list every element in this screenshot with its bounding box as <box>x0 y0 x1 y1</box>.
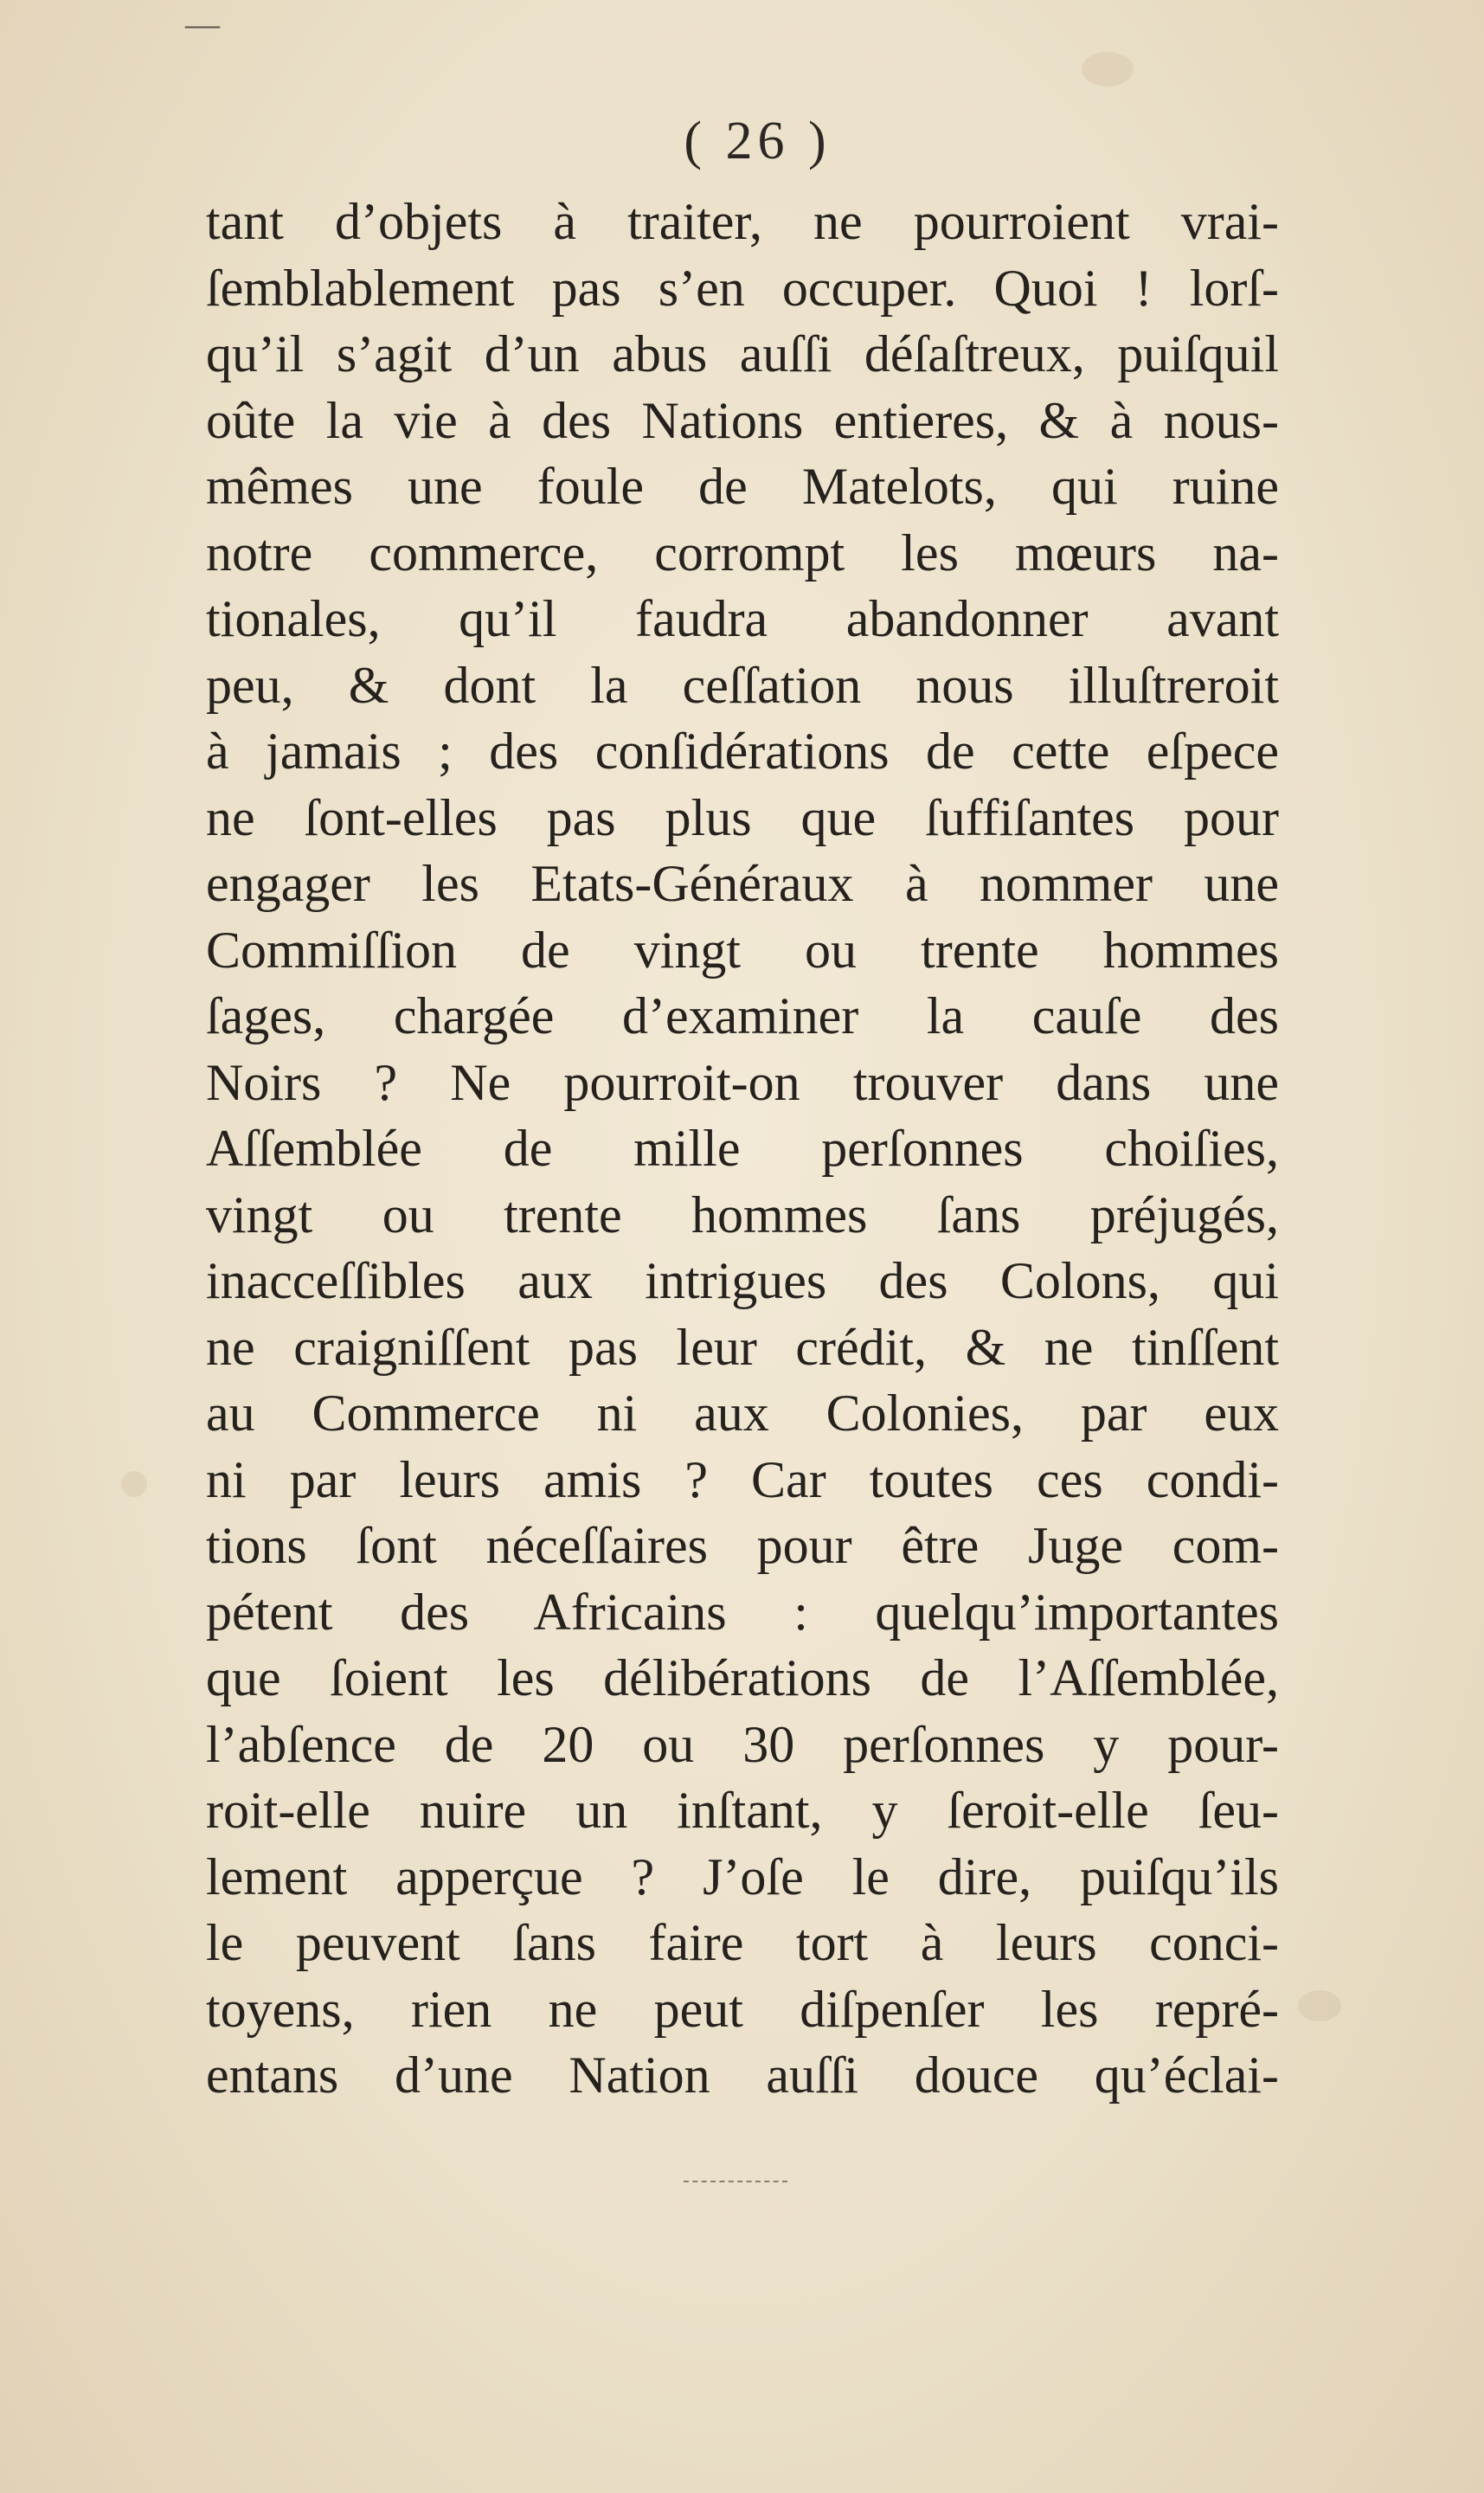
text-line: toyens, rien ne peut diſpenſer les repré- <box>206 1980 1279 2038</box>
text-line: Aſſemblée de mille perſonnes choiſies, <box>206 1120 1279 1177</box>
text-line: que ſoient les délibérations de l’Aſſemblée, <box>206 1649 1279 1706</box>
text-line: vingt ou trente hommes ſans préjugés, <box>206 1185 1279 1243</box>
text-line: ni par leurs amis ? Car toutes ces condi- <box>206 1450 1279 1508</box>
text-line: ne craigniſſent pas leur crédit, & ne tinſſent <box>206 1318 1279 1376</box>
text-line: tions ſont néceſſaires pour être Juge com- <box>206 1517 1279 1574</box>
body-text <box>206 189 1279 2109</box>
text-line: à jamais ; des conſidérations de cette eſpece <box>206 723 1279 780</box>
margin-mark: — <box>185 4 220 43</box>
text-line: roit-elle nuire un inſtant, y ſeroit-elle ſeu- <box>206 1782 1279 1839</box>
paper-stain <box>121 1471 147 1497</box>
text-line: ne ſont-elles pas plus que ſuffiſantes pour <box>206 788 1279 846</box>
text-line: notre commerce, corrompt les mœurs na- <box>206 524 1279 581</box>
text-line: ſemblablement pas s’en occuper. Quoi ! lorſ- <box>206 259 1279 317</box>
text-line: au Commerce ni aux Colonies, par eux <box>206 1385 1279 1442</box>
text-line: tant d’objets à traiter, ne pourroient vrai- <box>206 193 1279 250</box>
page-number: ( 26 ) <box>684 112 832 170</box>
text-line: le peuvent ſans faire tort à leurs conci- <box>206 1914 1279 1971</box>
text-line: l’abſence de 20 ou 30 perſonnes y pour- <box>206 1715 1279 1773</box>
text-line: pétent des Africains : quelqu’importantes <box>206 1583 1279 1641</box>
text-line: qu’il s’agit d’un abus auſſi déſaſtreux, puiſquil <box>206 325 1279 382</box>
text-line: Commiſſion de vingt ou trente hommes <box>206 921 1279 979</box>
text-line: engager les Etats-Généraux à nommer une <box>206 855 1279 912</box>
text-line: Noirs ? Ne pourroit-on trouver dans une <box>206 1053 1279 1111</box>
text-line: oûte la vie à des Nations entieres, & à nous- <box>206 391 1279 449</box>
paper-stain <box>1298 1990 1341 2021</box>
text-line: inacceſſibles aux intrigues des Colons, qui <box>206 1252 1279 1309</box>
text-line: peu, & dont la ceſſation nous illuſtreroit <box>206 656 1279 714</box>
text-line: tionales, qu’il faudra abandonner avant <box>206 590 1279 647</box>
footer-rule <box>684 2181 787 2182</box>
paper-stain <box>1082 52 1134 87</box>
text-line: entans d’une Nation auſſi douce qu’éclai- <box>206 2046 1279 2104</box>
text-line: lement apperçue ? J’oſe le dire, puiſqu’ils <box>206 1847 1279 1905</box>
text-line: ſages, chargée d’examiner la cauſe des <box>206 987 1279 1044</box>
text-line: mêmes une foule de Matelots, qui ruine <box>206 458 1279 515</box>
